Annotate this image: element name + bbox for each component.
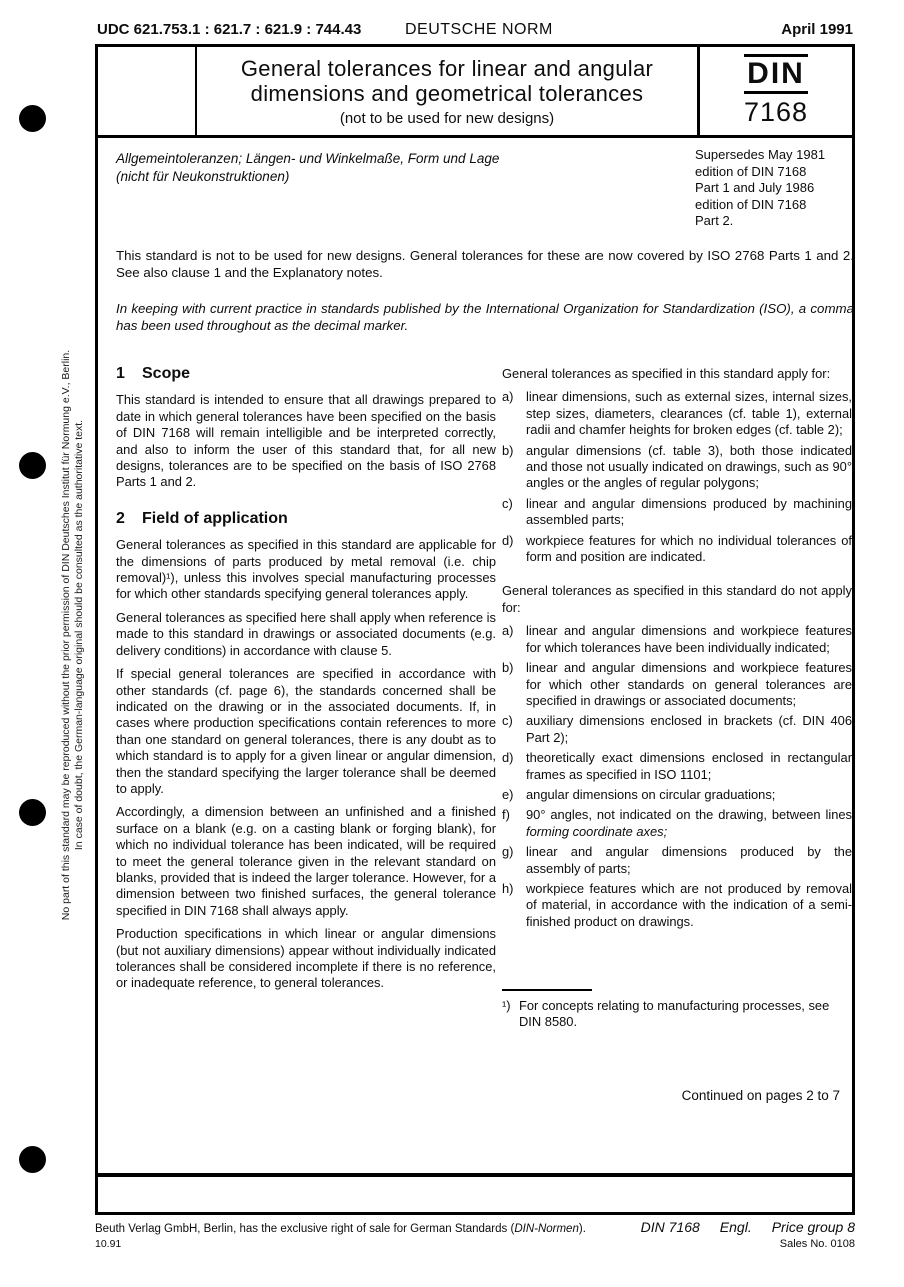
notice-decimal-marker: In keeping with current practice in standards published by the International Organization for Standardization (ISO), a comma has been used throughout as the decimal marker.: [116, 301, 854, 333]
supersedes-line: Part 1 and July 1986: [695, 180, 815, 195]
item-label: d): [502, 532, 514, 548]
title-blank-cell: [98, 47, 197, 135]
apply-intro: General tolerances as specified in this standard apply for:: [502, 366, 831, 381]
item-text: angular dimensions on circular graduations;: [526, 786, 776, 802]
list-item: [502, 533, 852, 566]
standard-frame: [95, 44, 855, 1215]
item-label: f): [502, 807, 510, 823]
list-item: [502, 881, 852, 930]
item-text: [526, 807, 852, 840]
footer-publisher-italic: DIN-Normen: [514, 1223, 579, 1235]
issue-date: April 1991: [781, 21, 853, 38]
footer-publisher-text: Beuth Verlag GmbH, Berlin, has the exclusive right of sale for German Standards (: [95, 1223, 515, 1235]
footer-row2: [95, 1238, 855, 1250]
section-1-title: Scope: [142, 365, 191, 382]
section-1-number: 1: [116, 365, 125, 382]
list-item: [502, 807, 852, 840]
item-label: g): [502, 844, 514, 860]
item-text: theoretically exact dimensions enclosed in rectangular frames as specified in ISO 1101;: [526, 750, 852, 782]
footer-sales-no: Sales No. 0108: [779, 1238, 855, 1250]
item-label: b): [502, 442, 514, 458]
din-logo: DIN: [744, 54, 808, 94]
list-item: [502, 750, 852, 783]
sidebar-copyright: [60, 325, 86, 945]
list-item: [502, 496, 852, 529]
document-title: [197, 47, 697, 135]
item-text: linear and angular dimensions and workpiece features for which other standards on general tolerances are specified in drawings or associated documents;: [526, 660, 852, 708]
german-title-line1: Allgemeintoleranzen; Längen- und Winkelmaße, Form und Lage: [116, 151, 500, 166]
list-item: [502, 844, 852, 877]
footer-language: Engl.: [719, 1219, 752, 1235]
notice-new-designs: This standard is not to be used for new designs. General tolerances for these are now covered by ISO 2768 Parts 1 and 2. See also clause 1 and the Explanatory notes.: [116, 248, 854, 280]
title-line1: General tolerances for linear and angular: [240, 55, 654, 81]
list-item: [502, 787, 852, 803]
item-label: e): [502, 786, 514, 802]
item-text-regular: 90° angles, not indicated on the drawing, between lines: [526, 807, 852, 823]
item-text: linear dimensions, such as external sizes, internal sizes, step sizes, diameters, clearances (cf. table 1), external radii and chamfer heights for broken edges (cf. table 2);: [526, 389, 852, 438]
section-1-heading: [116, 366, 496, 382]
item-label: h): [502, 880, 514, 896]
not-apply-intro: General tolerances as specified in this standard do not apply for:: [502, 583, 852, 615]
title-note: (not to be used for new designs): [339, 109, 555, 127]
din-number: 7168: [743, 96, 809, 127]
apply-list: [502, 389, 852, 565]
supersedes-line: Part 2.: [695, 213, 734, 228]
section-2-heading: [116, 511, 496, 527]
supersedes-line: Supersedes May 1981: [695, 147, 826, 162]
sidebar-copyright-line2: In case of doubt, the German-language original should be consulted as the authoritative text.: [73, 419, 85, 851]
footnote-divider: [502, 989, 592, 991]
field-paragraph: General tolerances as specified in this standard are applicable for the dimensions of parts produced by metal removal (i.e. chip removal)¹), unless this involves special manufacturing processes for which other standards specifying general tolerances apply.: [116, 537, 496, 602]
item-label: c): [502, 495, 513, 511]
field-paragraph: Accordingly, a dimension between an unfinished and a finished surface on a blank (e.g. on a casting blank or forging blank), for which no individual tolerance has been indicated, will be required to meet the general tolerance given in the relevant standard on blanks, provided that is indeed the larger tolerance. However, for a dimension between two finished surfaces, the general tolerance specified in DIN 7168 shall always apply.: [116, 804, 496, 918]
sidebar-copyright-line1: No part of this standard may be reproduced without the prior permission of DIN Deutsches Institut für Normung e.V., Berlin.: [60, 349, 72, 921]
item-text: workpiece features which are not produced by removal of material, in accordance with the indication of a semi-finished product on drawings.: [526, 880, 852, 929]
footnote-marker: ¹): [502, 998, 511, 1013]
item-text: angular dimensions (cf. table 3), both those indicated and those not usually indicated on drawings, such as 90° angles or the angles of regular polygons;: [526, 442, 852, 491]
footnote: [502, 989, 850, 1031]
list-item: [502, 389, 852, 438]
page-header: [95, 21, 855, 41]
bottom-rule: [98, 1173, 852, 1177]
list-item: [502, 713, 852, 746]
footer-row1: [95, 1219, 855, 1235]
item-label: a): [502, 623, 514, 639]
field-paragraph: If special general tolerances are specified in accordance with other standards (cf. page 6), the standards concerned shall be indicated on the drawing or in the associated documents. If, in cases where production specifications contain references to more than one standard on general tolerances, there is any doubt as to which standard is to apply for a given linear or angular dimension, then the standard specifying the larger tolerance shall be deemed to apply.: [116, 666, 496, 796]
item-text-italic: forming coordinate axes;: [526, 823, 668, 839]
title-row: [98, 47, 852, 138]
german-title-line2: (nicht für Neukonstruktionen): [116, 169, 290, 184]
footer-din-number: DIN 7168: [640, 1219, 700, 1235]
item-text: linear and angular dimensions and workpiece features for which tolerances have been individually indicated;: [526, 623, 852, 655]
footer-doc-ref: [641, 1219, 855, 1235]
supersedes-line: edition of DIN 7168: [695, 196, 807, 212]
not-apply-list: [502, 623, 852, 930]
item-text: linear and angular dimensions produced by the assembly of parts;: [526, 844, 852, 876]
footer-publisher-end: ).: [578, 1223, 586, 1235]
udc-number: UDC 621.753.1 : 621.7 : 621.9 : 744.43: [97, 21, 362, 38]
item-text: workpiece features for which no individual tolerances of form and position are indicated.: [526, 532, 852, 565]
footer-date-code: 10.91: [95, 1238, 122, 1250]
supersedes-line: edition of DIN 7168: [695, 163, 807, 179]
footer-price-group: Price group 8: [771, 1219, 855, 1235]
item-text: linear and angular dimensions produced by machining assembled parts;: [526, 495, 852, 528]
scope-paragraph: This standard is intended to ensure that all drawings prepared to date in which general tolerances have been specified on the basis of DIN 7168 will remain intelligible and be interpreted correctly, and also to inform the user of this standard that, for all new designs, tolerances are to be specified on the basis of ISO 2768 Parts 1 and 2.: [116, 392, 496, 490]
field-paragraph: General tolerances as specified here shall apply when reference is made to this standard in drawings or associated documents (e.g. delivery conditions) in accordance with clause 5.: [116, 609, 496, 658]
din-designation-cell: [697, 47, 852, 135]
spacer: [502, 569, 852, 583]
section-2-title: Field of application: [142, 509, 288, 527]
registration-dot: [19, 799, 46, 826]
registration-dot: [19, 452, 46, 479]
item-label: c): [502, 713, 513, 729]
item-label: b): [502, 660, 514, 676]
german-title: [116, 150, 676, 186]
item-label: a): [502, 389, 514, 405]
deutsche-norm-label: DEUTSCHE NORM: [405, 21, 553, 38]
footer-publisher: [95, 1223, 586, 1235]
field-paragraph: Production specifications in which linear or angular dimensions (but not auxiliary dimensions) appear without individually indicated tolerances shall be considered incomplete if there is no reference, or inadequate reference, to general tolerances.: [116, 926, 496, 991]
registration-dot: [19, 1146, 46, 1173]
right-column: [502, 366, 852, 934]
left-column: [116, 366, 496, 999]
title-line2: dimensions and geometrical tolerances: [250, 80, 644, 106]
item-text: auxiliary dimensions enclosed in brackets (cf. DIN 406 Part 2);: [526, 713, 852, 745]
list-item: [502, 660, 852, 709]
continued-note: Continued on pages 2 to 7: [681, 1088, 840, 1103]
footnote-text: For concepts relating to manufacturing processes, see DIN 8580.: [519, 998, 830, 1030]
list-item: [502, 623, 852, 656]
registration-dot: [19, 105, 46, 132]
section-2-number: 2: [116, 509, 125, 527]
list-item: [502, 443, 852, 492]
item-label: d): [502, 750, 514, 766]
supersedes-note: [695, 147, 850, 230]
footnote-row: [502, 998, 850, 1031]
